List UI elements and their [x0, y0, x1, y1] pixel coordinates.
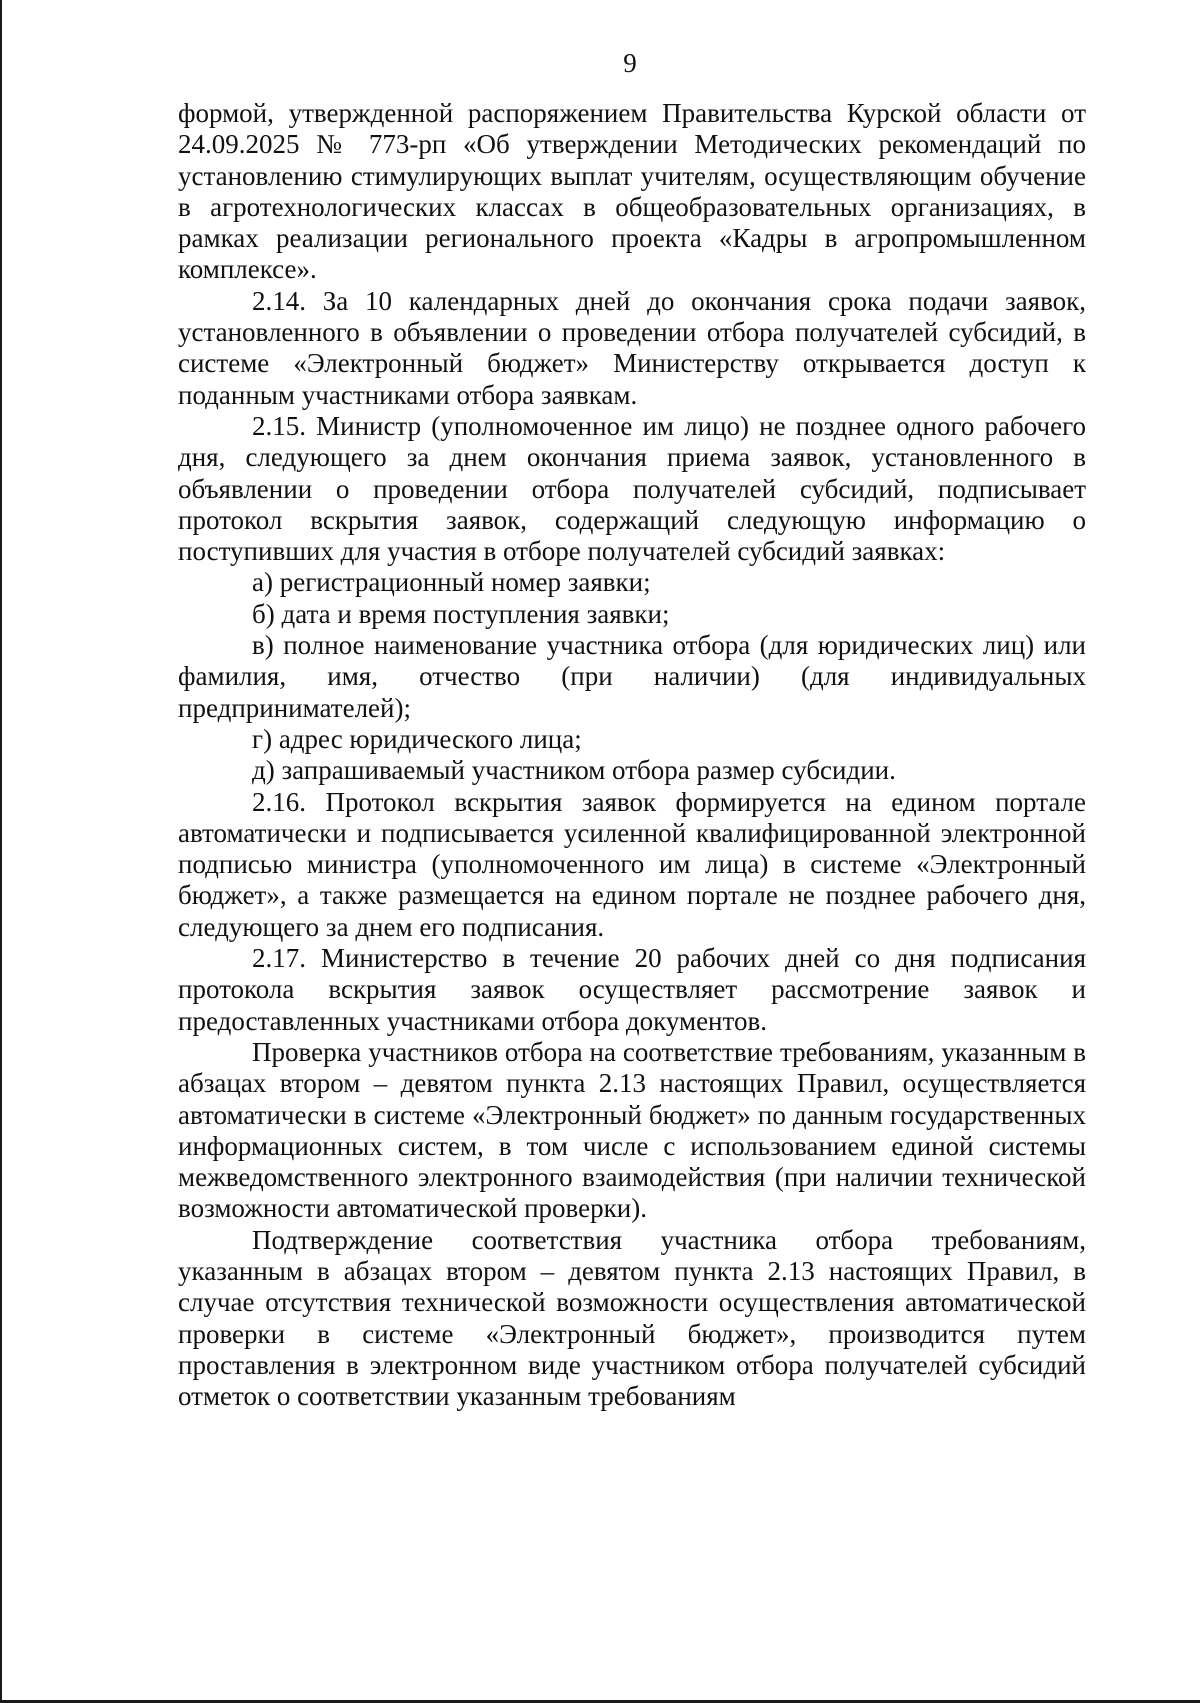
paragraph-confirmation: Подтверждение соответствия участника отбора требованиям, указанным в абзацах втором – девятом пункта 2.13 настоящих Правил, в случае отсутствия технической возможности осуществления автоматической проверки в системе «Электронный бюджет», производится путем проставления в электронном виде участником отбора получателей субсидий отметок о соответствии указанным требованиям: [178, 1224, 1086, 1412]
list-item-a: а) регистрационный номер заявки;: [252, 567, 651, 598]
list-item-b: б) дата и время поступления заявки;: [252, 598, 670, 629]
paragraph-continuation: формой, утвержденной распоряжением Правительства Курской области от 24.09.2025 № 773-рп «Об утверждении Методических рекомендаций по установлению стимулирующих выплат учителям, осуществляющим обучение в агротехнологических классах в общеобразовательных организациях, в рамках реализации регионального проекта «Кадры в агропромышленном комплексе».: [178, 98, 1086, 285]
paragraph-2-15: 2.15. Министр (уполномоченное им лицо) не позднее одного рабочего дня, следующего за днем окончания приема заявок, установленного в объявлении о проведении отбора получателей субсидий, подписывает протокол вскрытия заявок, содержащий следующую информацию о поступивших для участия в отборе получателей субсидий заявках:: [178, 410, 1086, 567]
paragraph-2-16: 2.16. Протокол вскрытия заявок формируется на едином портале автоматически и подписывается усиленной квалифицированной электронной подписью министра (уполномоченного им лица) в системе «Электронный бюджет», а также размещается на едином портале не позднее рабочего дня, следующего за днем его подписания.: [178, 786, 1086, 942]
document-body: [178, 98, 1086, 1412]
page-number: 9: [623, 48, 637, 78]
paragraph-verification: Проверка участников отбора на соответствие требованиям, указанным в абзацах втором – девятом пункта 2.13 настоящих Правил, осуществляется автоматически в системе «Электронный бюджет» по данным государственных информационных систем, в том числе с использованием единой системы межведомственного электронного взаимодействия (при наличии технической возможности автоматической проверки).: [178, 1036, 1086, 1224]
list-item-d: д) запрашиваемый участником отбора размер субсидии.: [252, 755, 896, 786]
list-item-v: в) полное наименование участника отбора (для юридических лиц) или фамилия, имя, отчество (при наличии) (для индивидуальных предпринимателей);: [178, 630, 1086, 723]
scan-edge-left: [0, 0, 2, 1703]
paragraph-2-14: 2.14. За 10 календарных дней до окончания срока подачи заявок, установленного в объявлении о проведении отбора получателей субсидий, в системе «Электронный бюджет» Министерству открывается доступ к поданным участниками отбора заявкам.: [178, 285, 1086, 410]
paragraph-2-17: 2.17. Министерство в течение 20 рабочих дней со дня подписания протокола вскрытия заявок осуществляет рассмотрение заявок и предоставленных участниками отбора документов.: [178, 943, 1086, 1036]
list-item-g: г) адрес юридического лица;: [252, 723, 582, 754]
